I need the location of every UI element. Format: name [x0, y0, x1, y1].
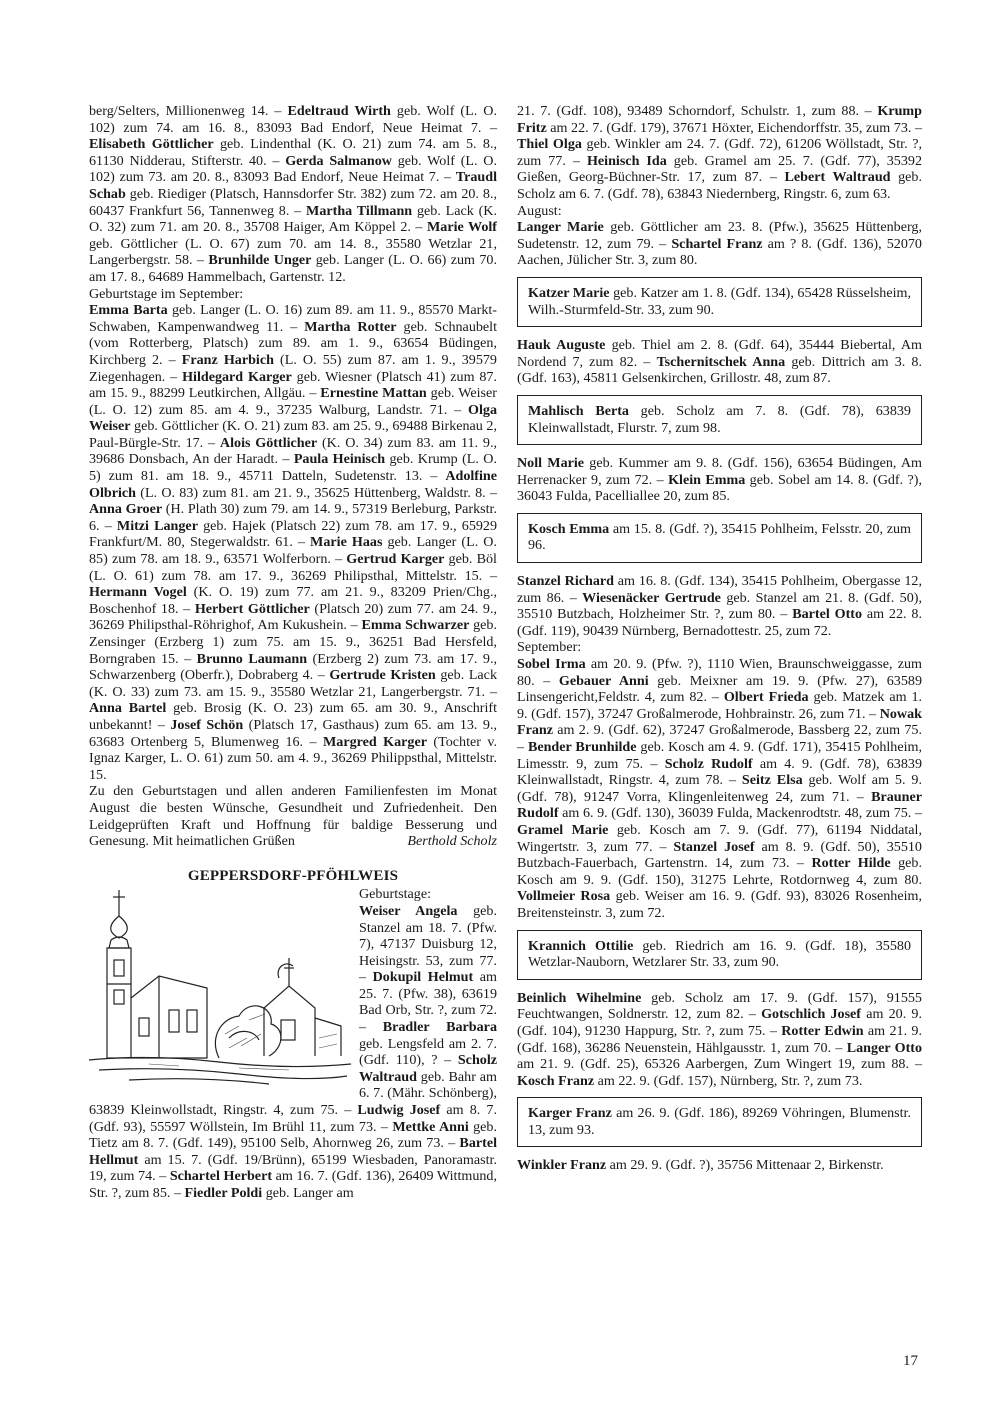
person-name: Stanzel Richard [517, 573, 614, 590]
entry-text: geb. Kosch am 9. 9. (Gdf. 150), 31275 Lehrte, Rotdornweg 4, zum 80. [517, 855, 922, 888]
person-name: Olga Weiser [89, 401, 497, 435]
entry-text: (K. O. 19) zum 77. am 21. 9., 83209 Prien/Chg., Boschenhof 18. – [89, 584, 497, 617]
entry-text: am 6. 9. (Gdf. 130), 36039 Fulda, Mackenrodtstr. 48, zum 75. – [558, 805, 922, 822]
person-name: Noll Marie [517, 455, 585, 472]
person-name: Anna Bartel [89, 700, 167, 717]
entry-text: geb. Wolf am 5. 9. (Gdf. 78), 91247 Vorra, Klingenleitenweg 24, zum 71. – [517, 772, 922, 805]
person-name: Stanzel Josef [673, 838, 755, 855]
person-name: Emma Schwarzer [361, 617, 470, 634]
entry-text: am 4. 9. (Gdf. 78), 63839 Kleinwallstadt, Ringstr. 4, zum 78. – [517, 755, 922, 789]
entry-text: am 8. 7. (Gdf. 93), 55597 Wöllstein, Im Brühl 11, zum 73. – [89, 1102, 497, 1135]
person-name: Emma Barta [89, 302, 168, 319]
person-name: Mahlisch Berta [528, 402, 629, 419]
person-name: Langer Otto [846, 1039, 922, 1056]
entry-text: (H. Plath 30) zum 79. am 14. 9., 57319 Berleburg, Parkstr. 6. – [89, 501, 497, 534]
person-name: Herbert Göttlicher [194, 600, 310, 617]
person-name: Gebauer Anni [558, 672, 649, 689]
entry-text: geb. Tietz am 8. 7. (Gdf. 149), 95100 Selb, Ahornweg 26, zum 73. – [89, 1118, 498, 1152]
entry-text: geb. Schnaubelt (vom Rotterberg, Platsch) zum 89. am 1. 9., 63654 Büdingen, Kirchberg 2. – [89, 318, 497, 368]
entry-text: geb. Meixner am 19. 9. (Pfw. 27), 63589 Linsengericht,Feldstr. 4, zum 82. – [517, 672, 922, 706]
entry-text: am 22. 9. (Gdf. 157), Nürnberg, Str. ?, zum 73. [594, 1072, 863, 1089]
person-name: Marie Wolf [426, 219, 497, 236]
entry-text: geb. Zensinger (Erzberg 1) zum 75. am 15. 9., 36251 Bad Hersfeld, Borngraben 15. – [89, 617, 497, 667]
entry-text: geb. Riediger (Platsch, Hannsdorfer Str. 382) zum 72. am 20. 8., 60437 Frankfurt 56, Tannenweg 8. – [89, 185, 497, 219]
person-name: Karger Franz [528, 1105, 612, 1122]
entry-text: am 16. 7. (Gdf. 136), 26409 Wittmund, Str. ?, zum 85. – [89, 1168, 497, 1201]
entry-text: geb. Thiel am 2. 8. (Gdf. 64), 35444 Biebertal, Am Nordend 7, zum 82. – [517, 337, 922, 370]
person-name: Gramel Marie [517, 821, 609, 838]
entry-text: geb. Bahr am 6. 7. (Mähr. Schönberg), 63839 Kleinwollstadt, Ringstr. 4, zum 75. – [89, 1068, 497, 1119]
person-name: Kosch Franz [517, 1072, 595, 1089]
person-name: Scholz Rudolf [664, 755, 753, 772]
entry-text: geb. Brosig (K. O. 23) zum 65. am 30. 9., Anschrift unbekannt! – [89, 700, 497, 733]
section-label-august: August: [517, 202, 562, 219]
entry-text: am 20. 9. (Gdf. 104), 91230 Happurg, Str. ?, zum 75. – [517, 1006, 922, 1039]
entry-text: geb. Kosch am 7. 9. (Gdf. 77), 61194 Niddatal, Wingertstr. 3, zum 77. – [517, 821, 922, 855]
entry-text: geb. Langer (L. O. 16) zum 89. am 11. 9., 85570 Markt-Schwaben, Kampenwandweg 11. – [89, 302, 497, 335]
person-name: Dokupil Helmut [372, 969, 474, 986]
entry-text: geb. Dittrich am 3. 8. (Gdf. 163), 45811 Gelsenkirchen, Grillostr. 48, zum 87. [517, 353, 922, 387]
person-name: Ludwig Josef [357, 1102, 441, 1119]
entry-text: geb. Böl (L. O. 61) zum 78. am 17. 9., 36269 Philipsthal, Mittelstr. 15. – [89, 551, 497, 584]
person-name: Beinlich Wihelmine [517, 989, 642, 1006]
entry-text: geb. Göttlicher (L. O. 67) zum 70. am 14. 8., 35580 Wetzlar 21, Langerbergstr. 58. – [89, 235, 497, 269]
person-name: Seitz Elsa [741, 772, 803, 789]
entry-text: geb. Langer am [262, 1185, 354, 1201]
left-column [89, 103, 497, 1202]
person-name: Schartel Herbert [169, 1168, 273, 1185]
person-name: Martha Rotter [304, 318, 397, 335]
entry-text: am 22. 8. (Gdf. 119), 90439 Nürnberg, Bernadottestr. 25, zum 72. [517, 606, 922, 639]
person-name: Nowak Franz [517, 705, 922, 739]
closing-paragraph [89, 783, 497, 849]
entry-text: geb. Langer (L. O. 85) zum 78. am 18. 9., 63571 Wolferborn. – [89, 534, 498, 568]
entry-text: am 8. 9. (Gdf. 50), 35510 Butzbach-Fauerbach, Gartenstrn. 14, zum 73. – [517, 838, 922, 872]
entry-text: am 16. 8. (Gdf. 134), 35415 Pohlheim, Obergasse 12, zum 86. – [517, 573, 922, 606]
entry-text: am 26. 9. (Gdf. 186), 89269 Vöhringen, Blumenstr. 13, zum 93. [528, 1105, 911, 1138]
paragraph [517, 103, 922, 203]
person-name: Elisabeth Göttlicher [89, 136, 214, 153]
section-heading: GEPPERSDORF-PFÖHLWEIS [187, 867, 399, 884]
paragraph [517, 656, 922, 922]
person-name: Marie Haas [310, 534, 383, 551]
highlight-box [517, 277, 922, 327]
right-column [517, 103, 922, 1174]
entry-text: geb. Wolf (L. O. 102) zum 73. am 20. 8., 83093 Bad Endorf, Neue Heimat 7. – [89, 152, 497, 186]
person-name: Langer Marie [517, 219, 604, 236]
entry-text: am 25. 7. (Pfw. 38), 63619 Bad Orb, Str. ?, zum 72. – [359, 969, 497, 1036]
person-name: Sobel Irma [517, 656, 586, 673]
highlight-box [517, 395, 922, 445]
person-name: Traudl Schab [89, 169, 497, 202]
person-name: Wiesenäcker Gertrude [582, 589, 721, 606]
person-name: Hildegard Karger [182, 368, 292, 385]
entry-text: am 2. 9. (Gdf. 62), 37247 Großalmerode, Bassberg 22, zum 75. – [517, 722, 922, 755]
entry-text: am 21. 9. (Gdf. 25), 65326 Aarbergen, Zum Wingert 19, zum 88. – [517, 1056, 922, 1073]
church-illustration [89, 888, 351, 1088]
entry-text: (Platsch 20) zum 77. am 24. 9., 36269 Philipsthal-Röhrighof, Am Kukushein. – [89, 600, 498, 634]
person-name: Schartel Franz [671, 235, 763, 252]
entry-text: (L. O. 83) zum 81. am 21. 9., 35625 Hüttenberg, Waldstr. 8. – [135, 484, 497, 501]
person-name: Rotter Edwin [781, 1022, 864, 1039]
entry-text: geb. Sobel am 14. 8. (Gdf. ?), 36043 Fulda, Pacelliallee 20, zum 85. [517, 471, 923, 505]
entry-text: geb. Lindenthal (K. O. 21) zum 74. am 5. 8., 61130 Nidderau, Stifterstr. 40. – [89, 136, 497, 169]
person-name: Krannich Ottilie [528, 937, 634, 954]
person-name: Mitzi Langer [116, 517, 198, 534]
person-name: Winkler Franz [517, 1157, 607, 1174]
paragraph [517, 1157, 922, 1174]
entry-text: geb. Katzer am 1. 8. (Gdf. 134), 65428 Rüsselsheim, Wilh.-Sturmfeld-Str. 33, zum 90. [528, 284, 911, 318]
person-name: Klein Emma [668, 471, 746, 488]
person-name: Brunhilde Unger [208, 252, 312, 269]
entry-text: geb. Riedrich am 16. 9. (Gdf. 18), 35580 Wetzlar-Nauborn, Wetzlarer Str. 33, zum 90. [528, 937, 911, 971]
person-name: Weiser Angela [359, 902, 458, 919]
entry-text: (L. O. 55) zum 87. am 1. 9., 39579 Ziegenhagen. – [89, 351, 497, 385]
paragraph [517, 573, 922, 639]
signature: Berthold Scholz [407, 833, 497, 850]
entry-text: geb. Langer (L. O. 66) zum 70. am 17. 8., 64689 Hammelbach, Gartenstr. 12. [89, 252, 497, 285]
person-name: Gertrud Karger [346, 551, 445, 568]
person-name: Hermann Vogel [89, 584, 187, 601]
person-name: Anna Groer [89, 501, 163, 518]
entry-text: geb. Weiser (L. O. 12) zum 85. am 4. 9., 37235 Walburg, Landstr. 71. – [89, 385, 497, 418]
entry-text: berg/Selters, Millionenweg 14. – [89, 103, 288, 119]
entry-text: (Platsch 17, Gasthaus) zum 65. am 13. 9., 63683 Ortenberg 5, Blumenweg 16. – [89, 716, 497, 750]
person-name: Krump Fritz [517, 103, 922, 136]
paragraph [89, 103, 497, 286]
entry-text: geb. Winkler am 24. 7. (Gdf. 72), 61206 Wöllstadt, Str. ?, zum 77. – [517, 136, 922, 169]
person-name: Brauner Rudolf [517, 788, 922, 822]
entry-text: geb. Matzek am 1. 9. (Gdf. 157), 37247 Großalmerode, Hohbrainstr. 26, zum 71. – [517, 689, 923, 722]
entry-text: 21. 7. (Gdf. 108), 93489 Schorndorf, Schulstr. 1, zum 88. – [517, 103, 878, 119]
person-name: Bartel Otto [792, 606, 863, 623]
person-name: Martha Tillmann [306, 202, 413, 219]
paragraph [517, 219, 922, 269]
entry-text: geb. Hajek (Platsch 22) zum 78. am 17. 9., 65929 Frankfurt/M. 80, Stegerwaldstr. 61. – [89, 517, 498, 551]
person-name: Margred Karger [322, 733, 427, 750]
entry-text: geb. Gramel am 25. 7. (Gdf. 77), 35392 Gießen, Georg-Büchner-Str. 17, zum 87. – [517, 152, 922, 186]
entry-text: (Erzberg 2) zum 73. am 17. 9., Schwarzenberg (Oberfr.), Dobraberg 4. – [89, 650, 497, 684]
entry-text: am ? 8. (Gdf. 136), 52070 Aachen, Jülicher Str. 3, zum 80. [517, 235, 922, 269]
entry-text: geb. Kummer am 9. 8. (Gdf. 156), 63654 Büdingen, Am Herrenacker 9, zum 72. – [517, 455, 923, 488]
entry-text: am 20. 9. (Pfw. ?), 1110 Wien, Braunschweiggasse, zum 80. – [517, 656, 922, 689]
person-name: Edeltraud Wirth [287, 103, 391, 119]
section-label-birthdays: Geburtstage: [359, 886, 432, 903]
person-name: Kosch Emma [528, 520, 610, 537]
person-name: Fiedler Poldi [184, 1185, 263, 1201]
entry-text: am 29. 9. (Gdf. ?), 35756 Mittenaar 2, Birkenstr. [606, 1157, 884, 1174]
entry-text: geb. Göttlicher am 23. 8. (Pfw.), 35625 Hüttenberg, Sudetenstr. 12, zum 79. – [517, 219, 922, 252]
entry-text: geb. Scholz am 7. 8. (Gdf. 78), 63839 Kleinwallstadt, Flurstr. 7, zum 98. [528, 402, 911, 436]
person-name: Heinisch Ida [586, 152, 667, 169]
person-name: Gotschlich Josef [761, 1006, 862, 1023]
person-name: Mettke Anni [392, 1118, 469, 1135]
closing-text: Zu den Geburtstagen und allen anderen Familienfesten im Monat August die besten Wünsche, Gesundheit und Zufriedenheit. Den Leidgeprüften Kraft und Hoffnung für baldige Besserung und Genesung. Mit heimatlichen Grüßen [89, 783, 497, 850]
entry-text: geb. Stanzel am 18. 7. (Pfw. 7), 47137 Duisburg 12, Heisingstr. 53, zum 77. – [359, 902, 497, 986]
entry-text: am 15. 8. (Gdf. ?), 35415 Pohlheim, Felsstr. 20, zum 96. [528, 520, 912, 554]
entry-text: geb. Göttlicher (K. O. 21) zum 83. am 25. 9., 69488 Birkenau 2, Paul-Bürgle-Str. 17. – [89, 418, 497, 451]
person-name: Gerda Salmanow [285, 152, 392, 169]
paragraph [517, 337, 922, 387]
person-name: Bartel Hellmut [89, 1135, 497, 1168]
person-name: Hauk Auguste [517, 337, 606, 354]
section-label-september: September: [517, 639, 582, 656]
person-name: Thiel Olga [517, 136, 582, 153]
highlight-box [517, 1097, 922, 1147]
person-name: Rotter Hilde [811, 855, 891, 872]
entry-text: geb. Lengsfeld am 2. 7. (Gdf. 110), ? – [359, 1035, 497, 1069]
paragraph [517, 455, 922, 505]
person-name: Adolfine Olbrich [89, 468, 497, 501]
entry-text: am 15. 7. (Gdf. 19/Brünn), 65199 Wiesbaden, Panoramastr. 19, zum 74. – [89, 1151, 497, 1185]
highlight-box [517, 513, 922, 563]
entry-text: geb. Wiesner (Platsch 41) zum 87. am 15. 9., 88299 Leutkirchen, Allgäu. – [89, 368, 497, 402]
person-name: Josef Schön [170, 716, 244, 733]
person-name: Brunno Laumann [196, 650, 308, 667]
paragraph [89, 302, 497, 783]
entry-text: (K. O. 34) zum 83. am 11. 9., 39686 Donsbach, An der Haradt. – [89, 434, 497, 468]
person-name: Scholz Waltraud [359, 1052, 497, 1085]
person-name: Bradler Barbara [382, 1019, 497, 1036]
person-name: Alois Göttlicher [219, 434, 318, 451]
person-name: Tschernitschek Anna [656, 353, 786, 370]
section-label-september: Geburtstage im September: [89, 285, 244, 302]
person-name: Lebert Waltraud [784, 169, 891, 186]
paragraph [517, 990, 922, 1090]
highlight-box [517, 930, 922, 980]
entry-text: geb. Wolf (L. O. 102) zum 74. am 16. 8., 83093 Bad Endorf, Neue Heimat 7. – [89, 103, 497, 136]
person-name: Franz Harbich [181, 351, 274, 368]
entry-text: am 22. 7. (Gdf. 179), 37671 Höxter, Eichendorffstr. 35, zum 73. – [546, 119, 922, 136]
entry-text: geb. Stanzel am 21. 8. (Gdf. 50), 35510 Butzbach, Holzheimer Str. ?, zum 80. – [517, 589, 922, 623]
person-name: Vollmeier Rosa [517, 888, 611, 905]
person-name: Olbert Frieda [723, 689, 809, 706]
page-number: 17 [903, 1353, 918, 1369]
entry-text: geb. Kosch am 4. 9. (Gdf. 171), 35415 Pohlheim, Limesstr. 9, zum 75. – [517, 739, 922, 772]
entry-text: geb. Krump (L. O. 5) zum 81. am 18. 9., 45711 Datteln, Sudetenstr. 13. – [89, 451, 498, 485]
person-name: Gertrude Kristen [329, 667, 436, 684]
person-name: Katzer Marie [528, 284, 610, 301]
entry-text: geb. Scholz am 17. 9. (Gdf. 157), 91555 Feuchtwangen, Soldnerstr. 12, zum 82. – [517, 989, 922, 1023]
entry-text: (Tochter v. Ignaz Karger, L. O. 61) zum 50. am 4. 9., 36269 Philippsthal, Mittelstr. 15. [89, 733, 498, 783]
entry-text: am 21. 9. (Gdf. 168), 36286 Neuenstein, Hählgausstr. 1, zum 70. – [517, 1022, 922, 1056]
entry-text: geb. Scholz am 6. 7. (Gdf. 78), 63843 Niedernberg, Ringstr. 6, zum 63. [517, 169, 922, 202]
entry-text: geb. Lack (K. O. 33) zum 73. am 15. 9., 35580 Wetzlar 21, Langerbergstr. 71. – [89, 667, 497, 700]
person-name: Bender Brunhilde [527, 739, 637, 755]
entry-text: geb. Lack (K. O. 32) zum 71. am 20. 8., 35708 Haiger, Am Köppel 2. – [89, 202, 497, 236]
entry-text: geb. Weiser am 16. 9. (Gdf. 93), 83026 Rosenheim, Breitensteinstr. 3, zum 72. [517, 888, 922, 921]
person-name: Paula Heinisch [293, 451, 386, 468]
person-name: Ernestine Mattan [320, 385, 427, 402]
